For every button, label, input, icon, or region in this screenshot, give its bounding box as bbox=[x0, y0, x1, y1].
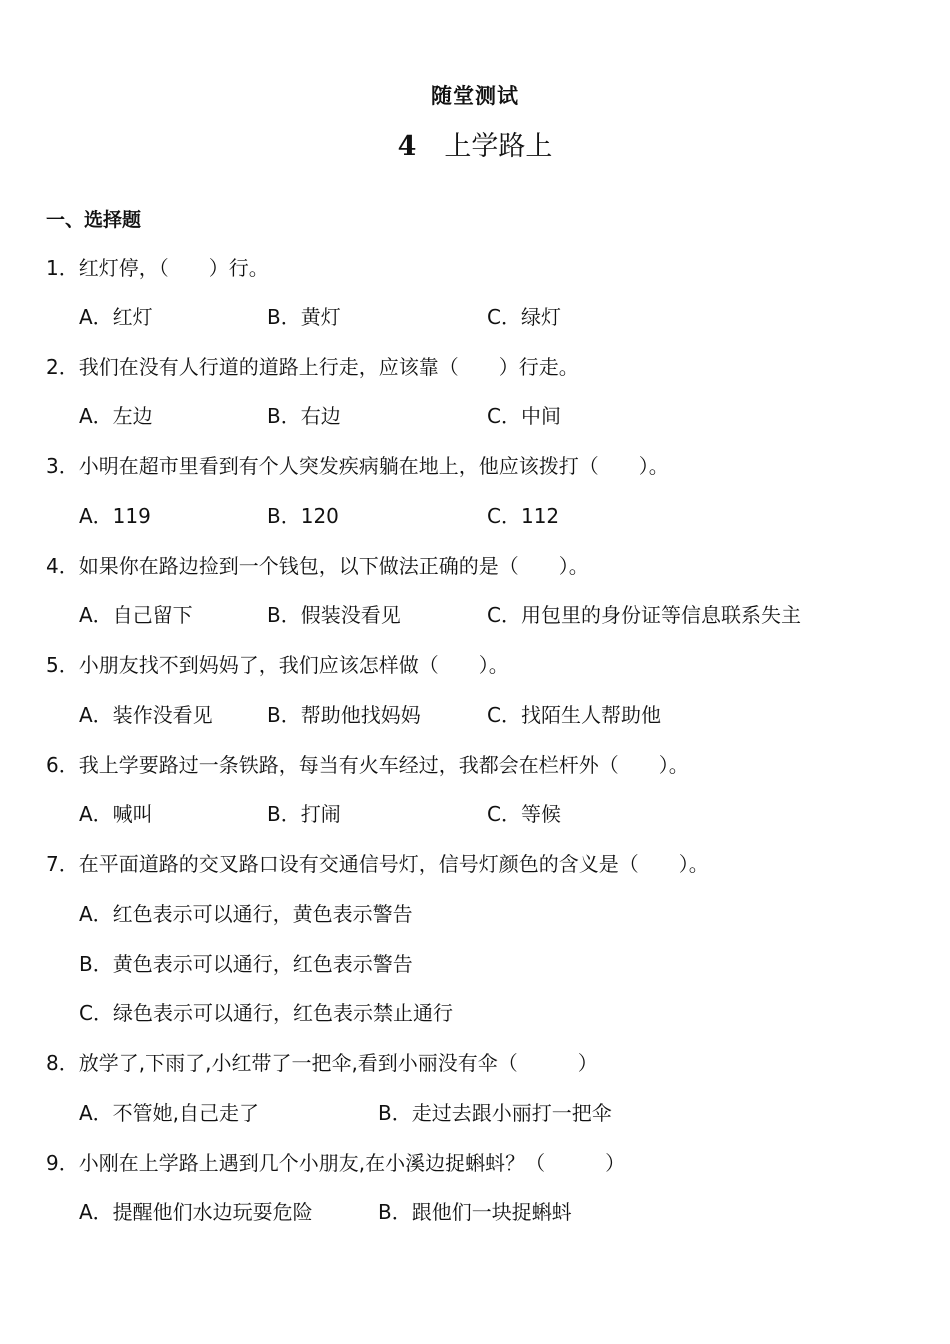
question-7-option-c: C．绿色表示可以通行，红色表示禁止通行 bbox=[79, 1001, 453, 1025]
question-6-option-b: B．打闹 bbox=[267, 802, 341, 826]
question-7: 7．在平面道路的交叉路口设有交通信号灯，信号灯颜色的含义是（ ）。 bbox=[46, 852, 709, 876]
question-3: 3．小明在超市里看到有个人突发疾病躺在地上，他应该拨打（ ）。 bbox=[46, 454, 669, 478]
question-2-option-a: A．左边 bbox=[79, 404, 153, 428]
question-4-option-a: A．自己留下 bbox=[79, 603, 193, 627]
question-3-option-c: C．112 bbox=[487, 504, 560, 528]
question-8-option-b: B．走过去跟小丽打一把伞 bbox=[378, 1101, 612, 1125]
question-3-option-a: A．119 bbox=[79, 504, 151, 528]
question-6: 6．我上学要路过一条铁路，每当有火车经过，我都会在栏杆外（ ）。 bbox=[46, 753, 689, 777]
lesson-title: 上学路上 bbox=[444, 131, 553, 162]
question-2: 2．我们在没有人行道的道路上行走，应该靠（ ）行走。 bbox=[46, 355, 579, 379]
question-4: 4．如果你在路边捡到一个钱包，以下做法正确的是（ ）。 bbox=[46, 554, 589, 578]
question-5-option-b: B．帮助他找妈妈 bbox=[267, 703, 421, 727]
question-5: 5．小朋友找不到妈妈了，我们应该怎样做（ ）。 bbox=[46, 653, 509, 677]
question-2-option-c: C．中间 bbox=[487, 404, 561, 428]
question-4-option-c: C．用包里的身份证等信息联系失主 bbox=[487, 603, 801, 627]
question-1-option-b: B．黄灯 bbox=[267, 305, 341, 329]
question-3-option-b: B．120 bbox=[267, 504, 339, 528]
question-5-option-a: A．装作没看见 bbox=[79, 703, 213, 727]
question-4-option-b: B．假装没看见 bbox=[267, 603, 401, 627]
question-6-option-c: C．等候 bbox=[487, 802, 561, 826]
page-subtitle: 随堂测试 bbox=[431, 84, 519, 108]
question-1: 1．红灯停，（ ）行。 bbox=[46, 256, 269, 280]
question-8: 8．放学了,下雨了,小红带了一把伞,看到小丽没有伞（ ） bbox=[46, 1051, 598, 1075]
question-5-option-c: C．找陌生人帮助他 bbox=[487, 703, 661, 727]
lesson-number: 4 bbox=[397, 131, 417, 162]
question-6-option-a: A．喊叫 bbox=[79, 802, 153, 826]
question-7-option-a: A．红色表示可以通行，黄色表示警告 bbox=[79, 902, 413, 926]
question-9: 9．小刚在上学路上遇到几个小朋友,在小溪边捉蝌蚪？（ ） bbox=[46, 1151, 626, 1175]
question-2-option-b: B．右边 bbox=[267, 404, 341, 428]
question-9-option-a: A．提醒他们水边玩耍危险 bbox=[79, 1200, 313, 1224]
page-title bbox=[0, 124, 950, 163]
question-9-option-b: B．跟他们一块捉蝌蚪 bbox=[378, 1200, 572, 1224]
question-8-option-a: A．不管她,自己走了 bbox=[79, 1101, 260, 1125]
section-heading: 一、选择题 bbox=[46, 209, 142, 231]
question-1-option-c: C．绿灯 bbox=[487, 305, 561, 329]
question-1-option-a: A．红灯 bbox=[79, 305, 153, 329]
question-7-option-b: B．黄色表示可以通行，红色表示警告 bbox=[79, 952, 413, 976]
